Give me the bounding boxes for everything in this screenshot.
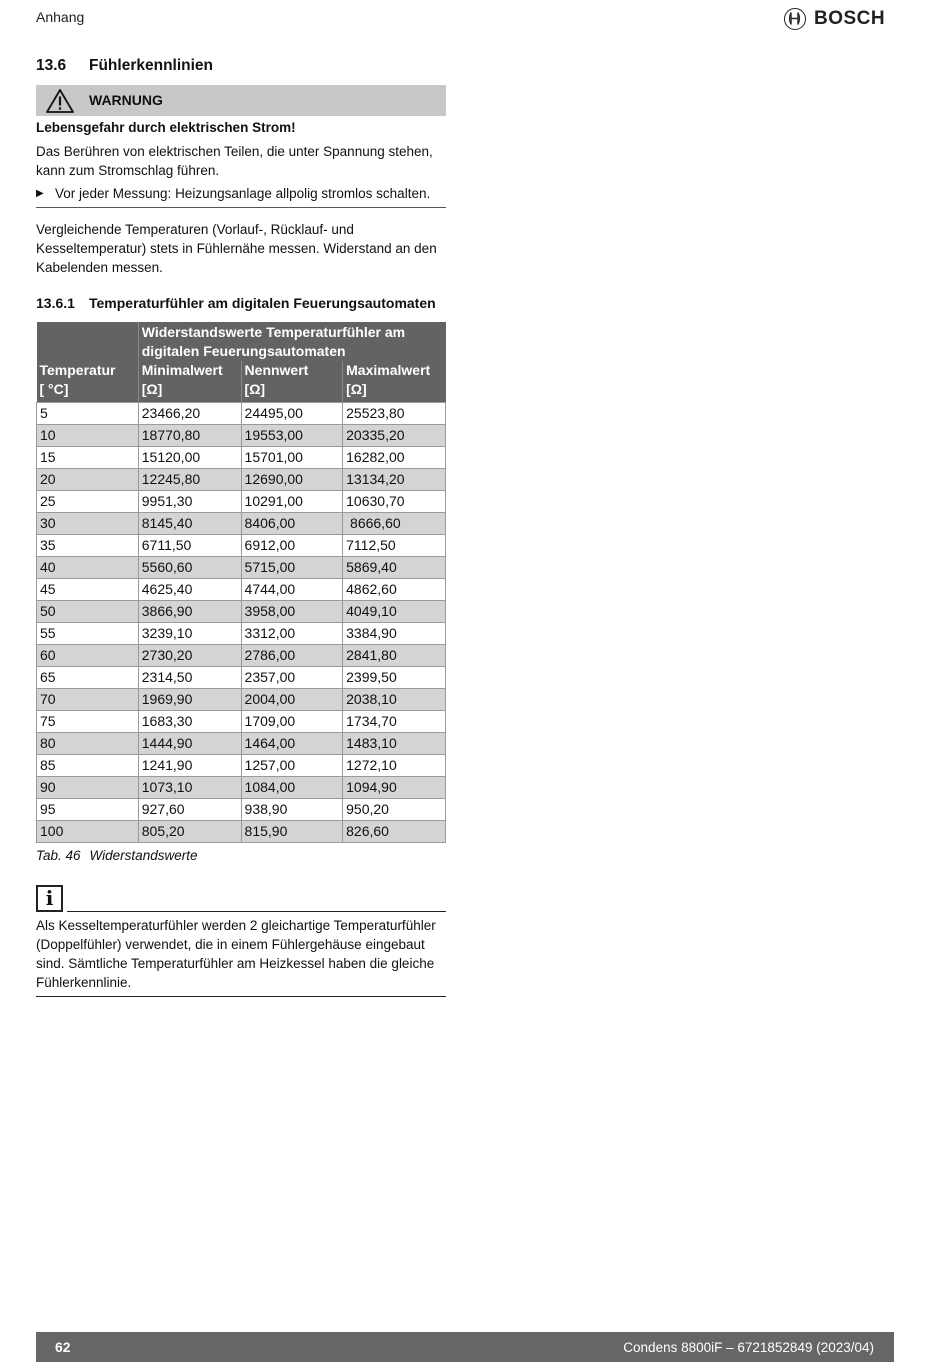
cell-temperature: 70 (37, 689, 139, 711)
cell-nominal: 4744,00 (241, 579, 343, 601)
subsection-heading (36, 294, 446, 313)
table-row (37, 755, 446, 777)
intro-paragraph: Vergleichende Temperaturen (Vorlauf-, Rücklauf- und Kesseltemperatur) stets in Fühlernähe messen. Widerstand an den Kabelenden messen. (36, 222, 437, 275)
bullet-arrow-icon: ▶ (36, 188, 44, 199)
cell-temperature: 65 (37, 667, 139, 689)
cell-nominal: 24495,00 (241, 403, 343, 425)
info-end-rule (36, 996, 446, 997)
cell-min: 3866,90 (138, 601, 241, 623)
bosch-logo (784, 8, 885, 30)
section-title: Fühlerkennlinien (89, 57, 214, 74)
cell-min: 805,20 (138, 821, 241, 843)
cell-min: 6711,50 (138, 535, 241, 557)
subsection-title: Temperaturfühler am digitalen Feuerungsautomaten (89, 295, 436, 311)
cell-min: 1241,90 (138, 755, 241, 777)
cell-nominal: 12690,00 (241, 469, 343, 491)
cell-min: 927,60 (138, 799, 241, 821)
info-text: Als Kesseltemperaturfühler werden 2 gleichartige Temperaturfühler (Doppelfühler) verwendet, die in einem Fühlergehäuse eingebaut sind. Sämtliche Temperaturfühler am Heizkessel haben die gleiche Fühlerkennlinie. (36, 918, 436, 990)
cell-temperature: 10 (37, 425, 139, 447)
cell-max: 2841,80 (343, 645, 446, 667)
cell-temperature: 15 (37, 447, 139, 469)
cell-max: 5869,40 (343, 557, 446, 579)
table-row (37, 557, 446, 579)
cell-min: 4625,40 (138, 579, 241, 601)
table-row (37, 689, 446, 711)
cell-max: 1734,70 (343, 711, 446, 733)
cell-min: 1969,90 (138, 689, 241, 711)
main-content (36, 56, 446, 997)
bosch-armature-icon (784, 8, 806, 30)
table-row (37, 469, 446, 491)
cell-nominal: 938,90 (241, 799, 343, 821)
cell-max: 7112,50 (343, 535, 446, 557)
cell-nominal: 15701,00 (241, 447, 343, 469)
cell-max: 950,20 (343, 799, 446, 821)
table-row (37, 733, 446, 755)
cell-nominal: 1084,00 (241, 777, 343, 799)
table-row (37, 491, 446, 513)
table-body (37, 403, 446, 843)
table-row (37, 821, 446, 843)
col-header-temperature (37, 361, 139, 403)
cell-temperature: 20 (37, 469, 139, 491)
cell-min: 18770,80 (138, 425, 241, 447)
cell-nominal: 2786,00 (241, 645, 343, 667)
cell-temperature: 75 (37, 711, 139, 733)
cell-max: 1483,10 (343, 733, 446, 755)
table-caption (36, 846, 446, 865)
col-header-temperature-label: Temperatur (39, 362, 116, 378)
cell-min: 8145,40 (138, 513, 241, 535)
cell-nominal: 10291,00 (241, 491, 343, 513)
cell-nominal: 2004,00 (241, 689, 343, 711)
col-header-max-label: Maximalwert (346, 362, 431, 378)
cell-min: 9951,30 (138, 491, 241, 513)
warning-text: Das Berühren von elektrischen Teilen, die unter Spannung stehen, kann zum Stromschlag führen. (36, 144, 433, 178)
table-row (37, 601, 446, 623)
section-heading (36, 56, 446, 75)
table-row (37, 711, 446, 733)
table-row (37, 623, 446, 645)
cell-nominal: 2357,00 (241, 667, 343, 689)
cell-min: 5560,60 (138, 557, 241, 579)
caption-text: Widerstandswerte (89, 848, 198, 863)
cell-max: 3384,90 (343, 623, 446, 645)
cell-temperature: 95 (37, 799, 139, 821)
cell-nominal: 1464,00 (241, 733, 343, 755)
cell-max: 1094,90 (343, 777, 446, 799)
table-row (37, 667, 446, 689)
col-header-temperature-unit: [ °C] (39, 381, 69, 397)
table-row (37, 425, 446, 447)
cell-max: 10630,70 (343, 491, 446, 513)
cell-nominal: 1257,00 (241, 755, 343, 777)
table-row (37, 535, 446, 557)
cell-nominal: 3312,00 (241, 623, 343, 645)
warning-end-rule (36, 207, 446, 208)
cell-temperature: 35 (37, 535, 139, 557)
cell-temperature: 55 (37, 623, 139, 645)
col-header-min-unit: [Ω] (141, 381, 163, 397)
info-note-header (36, 885, 446, 912)
group-header: Widerstandswerte Temperaturfühler am digitalen Feuerungsautomaten (138, 322, 445, 361)
cell-temperature: 80 (37, 733, 139, 755)
cell-temperature: 60 (37, 645, 139, 667)
cell-max: 16282,00 (343, 447, 446, 469)
header-empty-cell (37, 322, 139, 361)
table-row (37, 645, 446, 667)
cell-nominal: 815,90 (241, 821, 343, 843)
table-row (37, 447, 446, 469)
cell-max: 2038,10 (343, 689, 446, 711)
table-row (37, 799, 446, 821)
cell-nominal: 6912,00 (241, 535, 343, 557)
cell-nominal: 19553,00 (241, 425, 343, 447)
warning-banner (36, 85, 446, 116)
warning-action (36, 184, 446, 203)
cell-max: 4049,10 (343, 601, 446, 623)
info-icon: i (36, 885, 63, 912)
cell-nominal: 8406,00 (241, 513, 343, 535)
cell-min: 23466,20 (138, 403, 241, 425)
table-row (37, 513, 446, 535)
subsection-number: 13.6.1 (36, 295, 75, 311)
warning-title: Lebensgefahr durch elektrischen Strom! (36, 120, 296, 135)
cell-temperature: 45 (37, 579, 139, 601)
caption-number: Tab. 46 (36, 848, 81, 863)
cell-temperature: 25 (37, 491, 139, 513)
section-number: 13.6 (36, 57, 67, 74)
col-header-nominal-unit: [Ω] (244, 381, 266, 397)
col-header-nominal-label: Nennwert (244, 362, 309, 378)
cell-temperature: 100 (37, 821, 139, 843)
brand-name: BOSCH (814, 8, 886, 29)
cell-min: 1444,90 (138, 733, 241, 755)
cell-max: 4862,60 (343, 579, 446, 601)
col-header-min (138, 361, 241, 403)
cell-max: 20335,20 (343, 425, 446, 447)
col-header-nominal (241, 361, 343, 403)
warning-action-text: Vor jeder Messung: Heizungsanlage allpolig stromlos schalten. (55, 186, 431, 201)
page-number: 62 (55, 1339, 71, 1355)
col-header-min-label: Minimalwert (141, 362, 223, 378)
cell-min: 12245,80 (138, 469, 241, 491)
col-header-max-unit: [Ω] (346, 381, 367, 397)
cell-max: 13134,20 (343, 469, 446, 491)
cell-temperature: 90 (37, 777, 139, 799)
cell-nominal: 5715,00 (241, 557, 343, 579)
resistance-table (36, 322, 446, 843)
running-header-section: Anhang (36, 9, 85, 25)
cell-temperature: 5 (37, 403, 139, 425)
cell-max: 1272,10 (343, 755, 446, 777)
table-row (37, 777, 446, 799)
cell-min: 1683,30 (138, 711, 241, 733)
cell-max: 2399,50 (343, 667, 446, 689)
cell-min: 2314,50 (138, 667, 241, 689)
page-footer (36, 1332, 894, 1362)
table-row (37, 579, 446, 601)
cell-nominal: 3958,00 (241, 601, 343, 623)
cell-temperature: 85 (37, 755, 139, 777)
cell-temperature: 40 (37, 557, 139, 579)
cell-max: 8666,60 (343, 513, 446, 535)
cell-max: 826,60 (343, 821, 446, 843)
col-header-max (343, 361, 446, 403)
table-row (37, 403, 446, 425)
cell-min: 1073,10 (138, 777, 241, 799)
info-top-rule (67, 911, 446, 912)
warning-triangle-icon (45, 88, 75, 114)
cell-min: 15120,00 (138, 447, 241, 469)
cell-min: 3239,10 (138, 623, 241, 645)
cell-temperature: 30 (37, 513, 139, 535)
cell-temperature: 50 (37, 601, 139, 623)
warning-label: WARNUNG (89, 92, 163, 108)
cell-nominal: 1709,00 (241, 711, 343, 733)
document-reference: Condens 8800iF – 6721852849 (2023/04) (623, 1339, 874, 1355)
cell-max: 25523,80 (343, 403, 446, 425)
cell-min: 2730,20 (138, 645, 241, 667)
